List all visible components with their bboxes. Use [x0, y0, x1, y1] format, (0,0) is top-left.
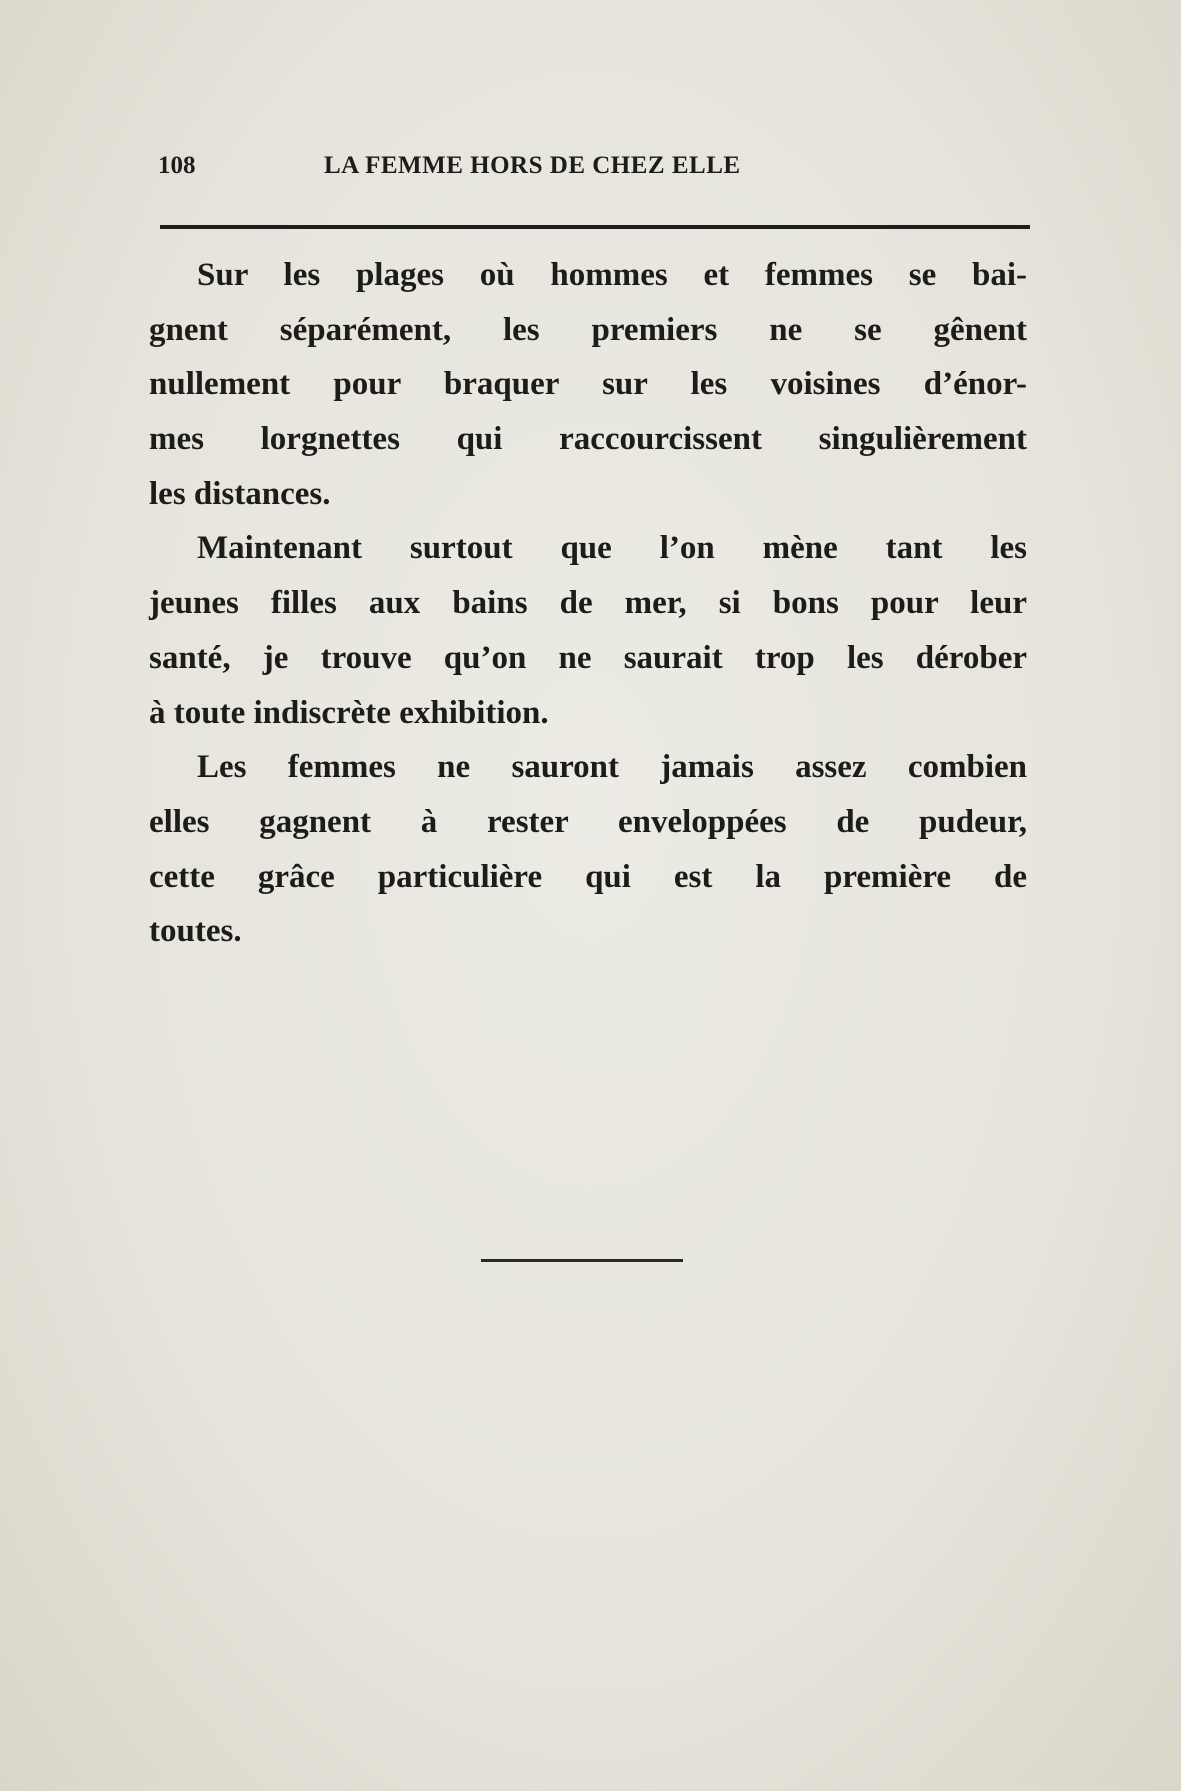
text-line: cette grâce particulière qui est la première de — [149, 858, 1027, 895]
section-end-rule — [481, 1259, 683, 1262]
header-rule — [160, 225, 1030, 229]
text-line: elles gagnent à rester enveloppées de pudeur, — [149, 803, 1027, 840]
text-line: gnent séparément, les premiers ne se gênent — [149, 311, 1027, 348]
text-line: nullement pour braquer sur les voisines d’énor- — [149, 366, 1027, 403]
paragraph — [149, 254, 1027, 527]
page-body — [149, 254, 1027, 965]
text-line: mes lorgnettes qui raccourcissent singulièrement — [149, 421, 1027, 458]
running-header — [158, 152, 1018, 192]
text-line: santé, je trouve qu’on ne saurait trop les dérober — [149, 639, 1027, 676]
text-line: Les femmes ne sauront jamais assez combien — [197, 749, 1027, 786]
text-line: à toute indiscrète exhibition. — [149, 694, 549, 731]
text-line: les distances. — [149, 475, 331, 512]
paragraph — [149, 527, 1027, 746]
paragraph — [149, 746, 1027, 965]
text-line: jeunes filles aux bains de mer, si bons pour leur — [149, 585, 1027, 622]
text-line: Maintenant surtout que l’on mène tant les — [197, 530, 1027, 567]
page-number: 108 — [158, 152, 196, 179]
text-line: toutes. — [149, 913, 242, 950]
text-line: Sur les plages où hommes et femmes se bai- — [197, 257, 1027, 293]
running-title: LA FEMME HORS DE CHEZ ELLE — [324, 152, 741, 179]
